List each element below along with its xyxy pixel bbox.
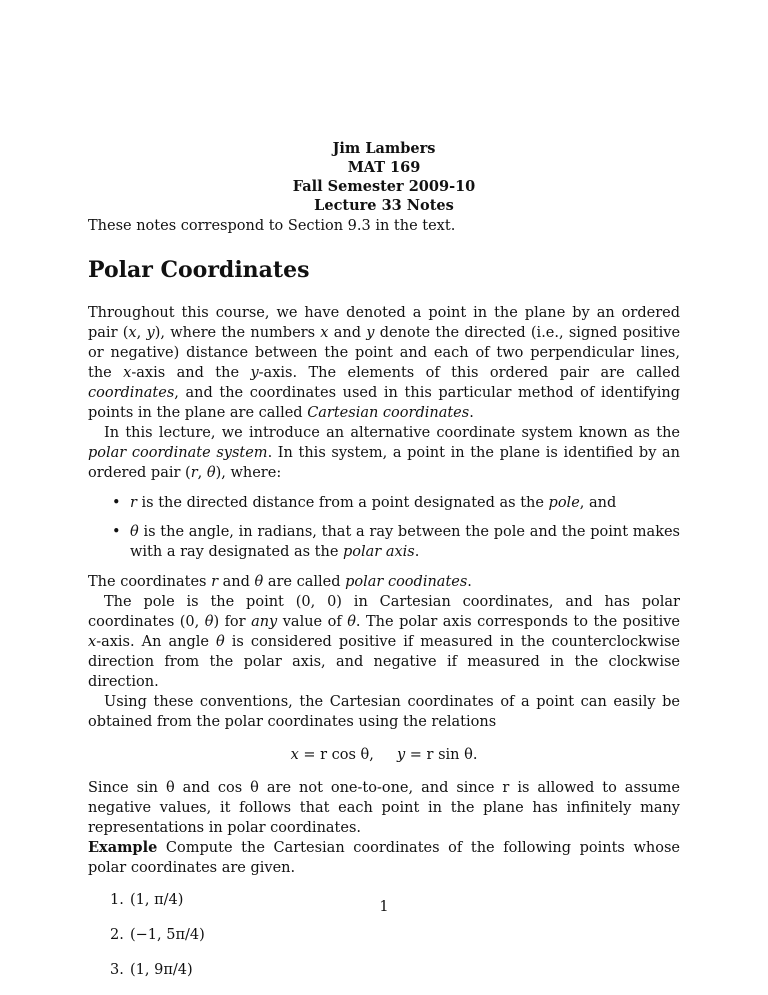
- paragraph-conventions: Using these conventions, the Cartesian coordinates of a point can easily be obtained from the polar coordinates using the relations: [88, 694, 680, 730]
- term-pole: pole: [548, 495, 580, 511]
- list-item: 1. (1, π/4): [110, 892, 184, 908]
- document-page: [88, 0, 680, 994]
- author-name: Jim Lambers: [332, 140, 436, 157]
- paragraph-cartesian: Throughout this course, we have denoted a point in the plane by an ordered pair (x, y), where the numbers x and y denote the directed (i.e., signed positive or negative) distance between the point and each of two perpendicular lines, the x-axis and the y-axis. The elements of this ordered pair are called coordinates, and the coordinates used in this particular method of identifying points in the plane are called Cartesian coordinates.: [88, 305, 681, 421]
- term-polar-coodinates: polar coodinates: [345, 574, 468, 590]
- page-number: 1: [379, 899, 389, 915]
- paragraph-pole: The pole is the point (0, 0) in Cartesian coordinates, and has polar coordinates (0, θ) for any value of θ. The polar axis corresponds to the positive x-axis. An angle θ is considered positive if measured in the counterclockwise direction from the polar axis, and negative if measured in the clockwise direction.: [88, 594, 680, 690]
- lecture-title: Lecture 33 Notes: [314, 197, 454, 214]
- paragraph-representations: Since sin θ and cos θ are not one-to-one, and since r is allowed to assume negative values, it follows that each point in the plane has infinitely many representations in polar coordinates.: [88, 780, 680, 836]
- section-title: Polar Coordinates: [88, 257, 310, 283]
- term-coordinates: coordinates: [88, 385, 175, 401]
- term-polar-coordinate-system: polar coordinate system: [88, 445, 268, 461]
- paragraph-polar-intro: In this lecture, we introduce an alternative coordinate system known as the polar coordinate system. In this system, a point in the plane is identified by an ordered pair (r, θ), where:: [88, 425, 681, 481]
- list-item: • r is the directed distance from a point designated as the pole, and: [112, 495, 617, 511]
- semester: Fall Semester 2009-10: [292, 178, 476, 195]
- list-item: 3. (1, 9π/4): [110, 962, 193, 978]
- term-polar-axis: polar axis: [343, 544, 415, 560]
- paragraph-polar-coordinates: The coordinates r and θ are called polar coodinates.: [88, 574, 472, 590]
- conversion-equation: x = r cos θ, y = r sin θ.: [290, 747, 478, 763]
- bullet-icon: •: [112, 524, 121, 540]
- bullet-icon: •: [112, 495, 121, 511]
- example-label: Example: [88, 839, 158, 856]
- list-item: • θ is the angle, in radians, that a ray between the pole and the point makes with a ray designated as the polar axis.: [112, 524, 680, 560]
- intro-text: These notes correspond to Section 9.3 in the text.: [88, 218, 456, 234]
- example-statement: Example Compute the Cartesian coordinates of the following points whose polar coordinates are given.: [88, 839, 680, 876]
- term-cartesian-coordinates: Cartesian coordinates: [307, 405, 470, 421]
- document-header: [88, 139, 680, 215]
- definition-list: [88, 493, 680, 562]
- list-item: 2. (−1, 5π/4): [110, 927, 205, 943]
- body-text: [88, 303, 680, 995]
- course-code: MAT 169: [347, 159, 421, 176]
